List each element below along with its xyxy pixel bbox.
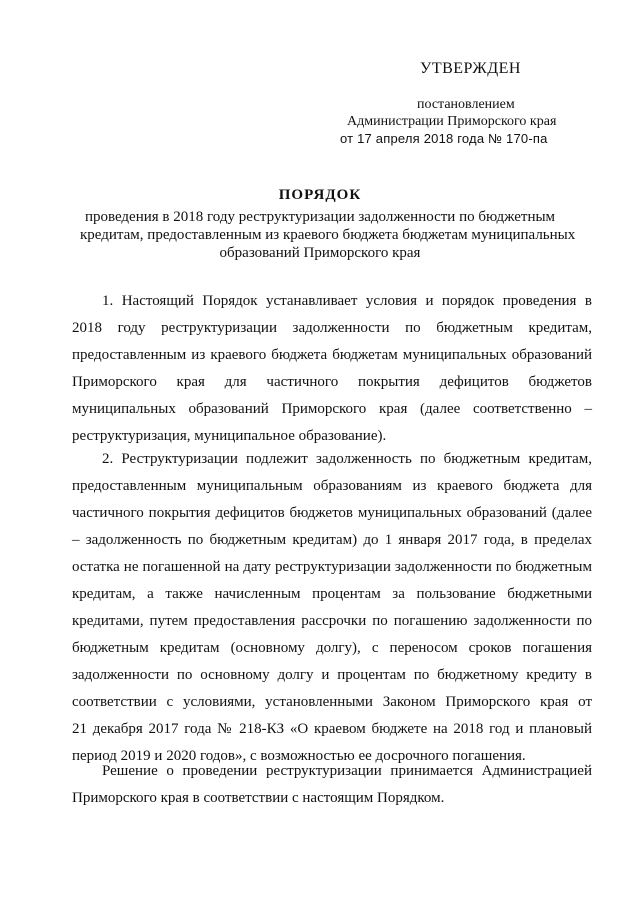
paragraph-line: 21 декабря 2017 года № 218-КЗ «О краевом бюджете на 2018 год и плановый (72, 721, 592, 737)
paragraph-line: предоставленным из краевого бюджета бюджетам муниципальных образований (72, 347, 592, 363)
paragraph-line: соответствии с условиями, установленными Законом Приморского края от (72, 694, 592, 710)
subtitle-line: образований Приморского края (219, 245, 421, 261)
paragraph-line: 2. Реструктуризации подлежит задолженность по бюджетным кредитам, (102, 451, 592, 467)
paragraph-line: 2018 году реструктуризации задолженности по бюджетным кредитам, (72, 320, 592, 336)
paragraph-line: муниципальных образований Приморского края (далее соответственно – (72, 401, 592, 417)
document-subtitle (80, 208, 576, 262)
paragraph-line: – задолженность по бюджетным кредитам) до 1 января 2017 года, в пределах (72, 532, 592, 548)
paragraph-line: предоставленным муниципальным образованиям из краевого бюджета для (72, 478, 592, 494)
paragraph-line: кредитам, а также начисленным процентам за пользование бюджетными (72, 586, 592, 602)
paragraph-line: Приморского края для частичного покрытия дефицитов бюджетов (72, 374, 592, 390)
paragraph-3 (72, 758, 592, 812)
approval-line-administration: Администрации Приморского края (347, 114, 557, 129)
paragraph-line: Приморского края в соответствии с настоящим Порядком. (72, 790, 445, 806)
subtitle-line: кредитам, предоставленным из краевого бюджета бюджетам муниципальных (80, 227, 576, 243)
paragraph-line: 1. Настоящий Порядок устанавливает условия и порядок проведения в (102, 293, 592, 309)
subtitle-line: проведения в 2018 году реструктуризации задолженности по бюджетным (84, 209, 556, 225)
paragraph-line: остатка не погашенной на дату реструктуризации задолженности по бюджетным (72, 559, 592, 575)
paragraph-line: реструктуризация, муниципальное образование). (72, 428, 387, 444)
document-title: ПОРЯДОК (278, 187, 362, 203)
paragraph-2 (72, 446, 592, 770)
paragraph-line: задолженности по основному долгу и процентам по бюджетному кредиту в (72, 667, 592, 683)
approval-line-decree: постановлением (417, 97, 515, 112)
paragraph-line: частичного покрытия дефицитов бюджетов муниципальных образований (далее (72, 505, 592, 521)
paragraph-line: период 2019 и 2020 годов», с возможностью ее досрочного погашения. (72, 748, 526, 764)
paragraph-line: бюджетным кредитам (основному долгу), с переносом сроков погашения (72, 640, 592, 656)
approval-stamp-title: УТВЕРЖДЕН (420, 60, 521, 77)
paragraph-1 (72, 288, 592, 450)
approval-date-number: от 17 апреля 2018 года № 170-па (340, 131, 548, 146)
paragraph-line: кредитами, путем предоставления рассрочки по погашению задолженности по (72, 613, 592, 629)
paragraph-line: Решение о проведении реструктуризации принимается Администрацией (102, 763, 592, 779)
